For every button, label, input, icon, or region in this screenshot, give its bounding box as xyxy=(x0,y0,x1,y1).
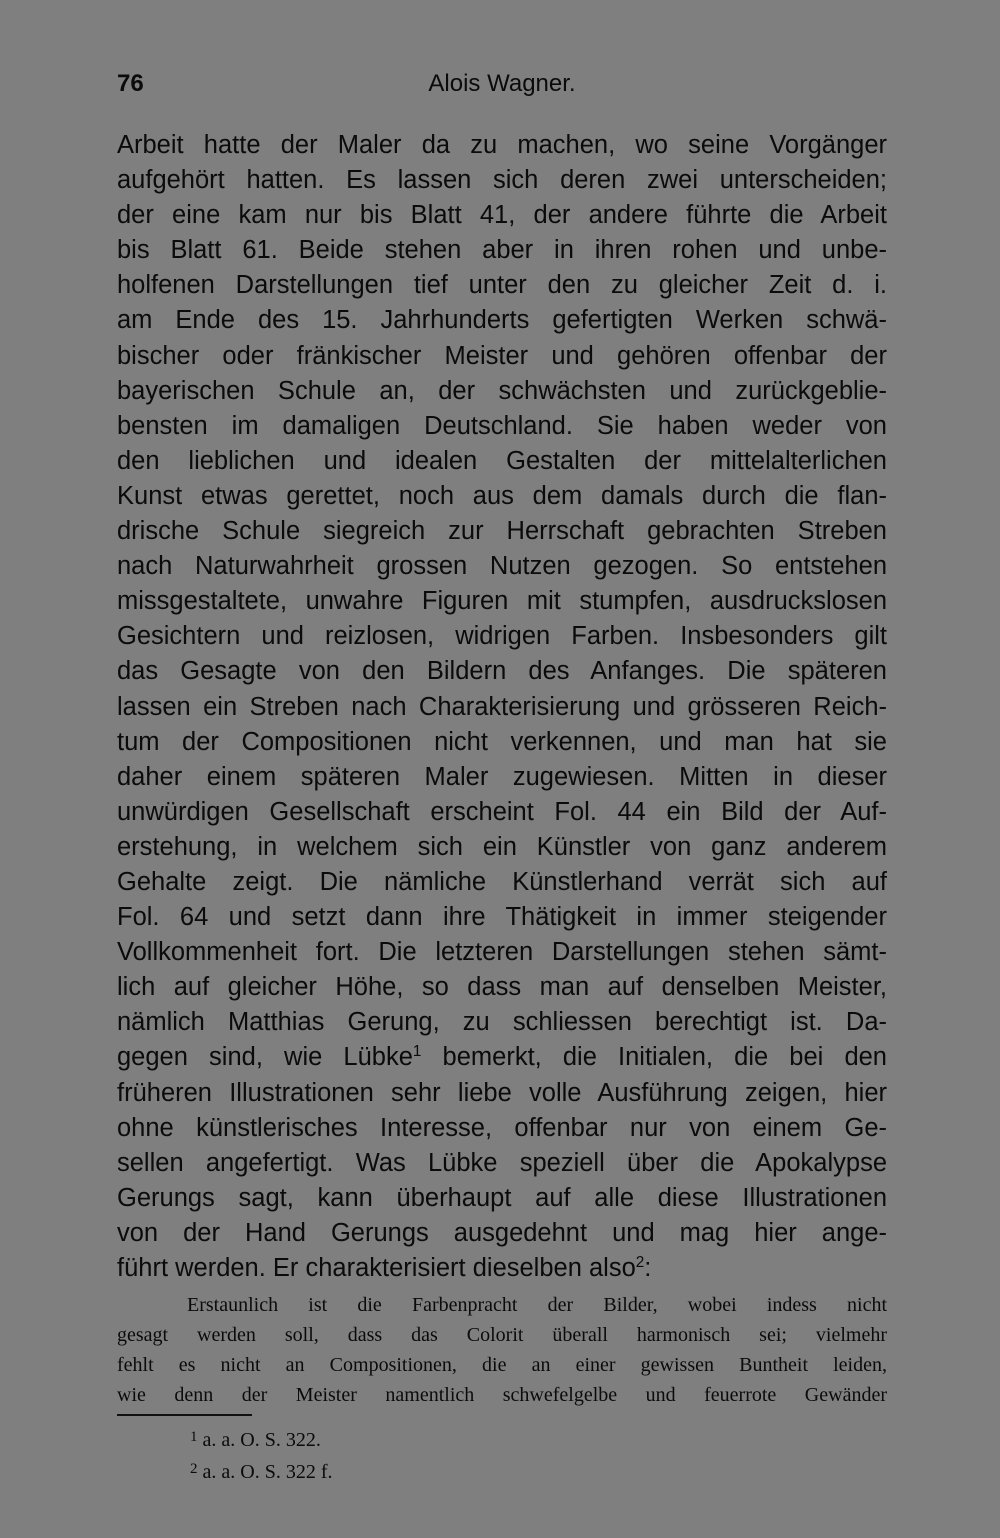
text-line: am Ende des 15. Jahrhunderts gefertigten Werken schwä- xyxy=(117,306,887,335)
text-line: Arbeit hatte der Maler da zu machen, wo seine Vorgänger xyxy=(117,131,887,159)
text-line: den lieblichen und idealen Gestalten der mittelalterlichen xyxy=(117,446,887,475)
text-segment: gegen sind, wie Lübke xyxy=(117,1043,413,1072)
text-line-with-footnote-ref xyxy=(117,1251,887,1286)
text-line: bayerischen Schule an, der schwächsten und zurückgeblie- xyxy=(117,376,887,405)
text-line: sellen angefertigt. Was Lübke speziell über die Apokalypse xyxy=(117,1148,887,1177)
footnote-text: a. a. O. S. 322 f. xyxy=(197,1461,333,1483)
footnote-1 xyxy=(190,1424,690,1456)
text-line: früheren Illustrationen sehr liebe volle Ausführung zeigen, hier xyxy=(117,1078,887,1107)
text-line: der eine kam nur bis Blatt 41, der andere führte die Arbeit xyxy=(117,201,887,230)
text-line: bis Blatt 61. Beide stehen aber in ihren rohen und unbe- xyxy=(117,236,887,265)
text-line: Gesichtern und reizlosen, widrigen Farben. Insbesonders gilt xyxy=(117,622,887,651)
footnote-ref-2: 2 xyxy=(635,1253,645,1271)
text-line: bensten im damaligen Deutschland. Sie haben weder von xyxy=(117,411,887,440)
text-line: lassen ein Streben nach Charakterisierung und grösseren Reich- xyxy=(117,692,887,721)
quote-line: Erstaunlich ist die Farbenpracht der Bilder, wobei indess nicht xyxy=(187,1294,887,1316)
footnotes xyxy=(190,1424,690,1488)
text-line: nach Naturwahrheit grossen Nutzen gezogen. So entstehen xyxy=(117,552,887,581)
text-line: daher einem späteren Maler zugewiesen. Mitten in dieser xyxy=(117,762,887,791)
text-line: tum der Compositionen nicht verkennen, und man hat sie xyxy=(117,727,887,756)
footnote-marker: 2 xyxy=(190,1460,198,1477)
text-line: missgestaltete, unwahre Figuren mit stumpfen, ausdruckslosen xyxy=(117,587,887,616)
footnote-marker: 1 xyxy=(190,1428,198,1445)
text-line: bischer oder fränkischer Meister und gehören offenbar der xyxy=(117,341,887,370)
quote-line: gesagt werden soll, dass das Colorit überall harmonisch sei; vielmehr xyxy=(117,1324,887,1346)
text-line: Kunst etwas gerettet, noch aus dem damals durch die flan- xyxy=(117,481,887,510)
text-segment: führt werden. Er charakterisiert dieselben also xyxy=(117,1254,636,1282)
body-text xyxy=(117,128,887,1286)
text-line: lich auf gleicher Höhe, so dass man auf denselben Meister, xyxy=(117,973,887,1002)
text-line: Fol. 64 und setzt dann ihre Thätigkeit in immer steigender xyxy=(117,903,887,932)
page-header xyxy=(117,70,887,104)
quote-line: fehlt es nicht an Compositionen, die an einer gewissen Buntheit leiden, xyxy=(117,1354,887,1376)
text-line: aufgehört hatten. Es lassen sich deren zwei unterscheiden; xyxy=(117,166,887,195)
text-line: Vollkommenheit fort. Die letzteren Darstellungen stehen sämt- xyxy=(117,938,887,967)
text-line: holfenen Darstellungen tief unter den zu gleicher Zeit d. i. xyxy=(117,271,887,300)
footnote-divider xyxy=(117,1414,252,1416)
text-line: Gehalte zeigt. Die nämliche Künstlerhand verrät sich auf xyxy=(117,867,887,896)
text-line: unwürdigen Gesellschaft erscheint Fol. 44 ein Bild der Auf- xyxy=(117,797,887,826)
text-line-with-footnote-ref xyxy=(117,1040,887,1075)
running-head: Alois Wagner. xyxy=(428,70,576,97)
text-line: drische Schule siegreich zur Herrschaft gebrachten Streben xyxy=(117,517,887,546)
text-line: nämlich Matthias Gerung, zu schliessen berechtigt ist. Da- xyxy=(117,1008,887,1037)
page-number: 76 xyxy=(117,70,144,97)
footnote-text: a. a. O. S. 322. xyxy=(197,1429,321,1451)
footnote-ref-1: 1 xyxy=(412,1043,422,1061)
footnote-2 xyxy=(190,1456,690,1488)
text-line: ohne künstlerisches Interesse, offenbar nur von einem Ge- xyxy=(117,1113,887,1142)
text-line: Gerungs sagt, kann überhaupt auf alle diese Illustrationen xyxy=(117,1183,887,1212)
text-line: das Gesagte von den Bildern des Anfanges. Die späteren xyxy=(117,657,887,686)
quote-line: wie denn der Meister namentlich schwefelgelbe und feuerrote Gewänder xyxy=(117,1384,887,1406)
text-segment: bemerkt, die Initialen, die bei den xyxy=(421,1043,887,1072)
text-line: erstehung, in welchem sich ein Künstler von ganz anderem xyxy=(117,832,887,861)
block-quote xyxy=(117,1290,887,1410)
text-line: von der Hand Gerungs ausgedehnt und mag hier ange- xyxy=(117,1218,887,1247)
text-segment: : xyxy=(644,1254,652,1282)
